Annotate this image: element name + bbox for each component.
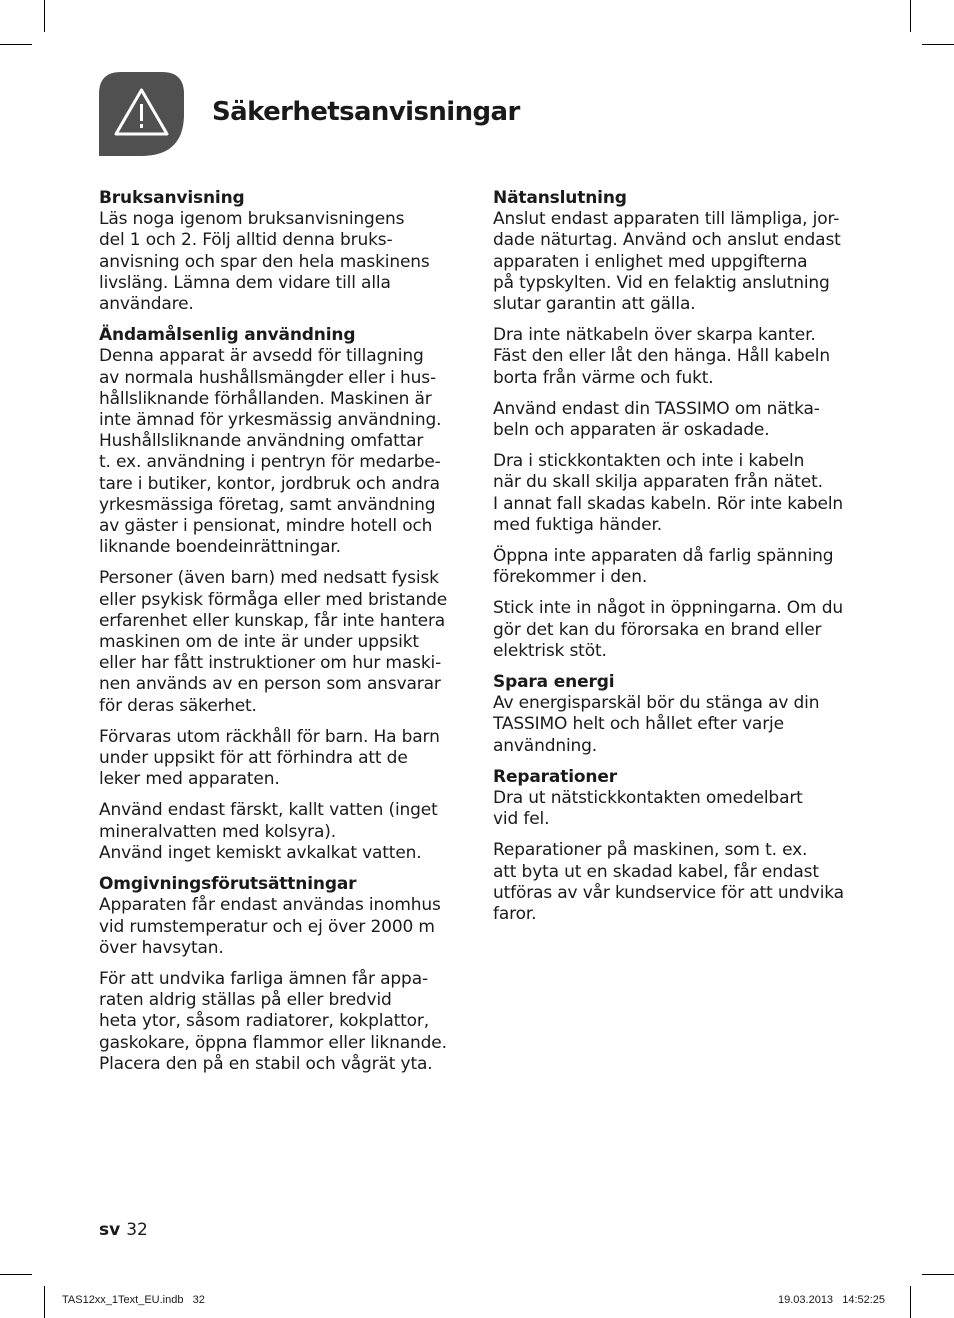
section-text: Stick inte in något in öppningarna. Om du gör det kan du förorsaka en brand eller elektrisk stöt. [493,598,843,661]
paragraph [99,800,465,864]
section-heading: Reparationer [493,766,617,787]
section-natanslutning [493,188,859,315]
crop-mark [922,44,954,45]
paragraph [493,399,859,441]
section-text: Dra inte nätkabeln över skarpa kanter. Fäst den eller låt den hänga. Håll kabeln borta från värme och fukt. [493,325,830,388]
paragraph [493,325,859,389]
crop-mark [0,1274,32,1275]
print-slug-file: TAS12xx_1Text_EU.indb 32 [62,1294,205,1306]
section-text: Anslut endast apparaten till lämpliga, jor- dade näturtag. Använd och anslut endast apparaten i enlighet med uppgifterna på typskylten. Vid en felaktig anslutning slutar garantin att gälla. [493,209,841,315]
paragraph [99,969,465,1075]
section-text: Reparationer på maskinen, som t. ex. att byta ut en skadad kabel, får endast utföras av vår kundservice för att undvika faror. [493,840,844,925]
section-omgivningsforutsattningar [99,874,465,959]
section-andamalsenlig-anvandning [99,325,465,558]
right-column [493,188,859,935]
crop-mark [910,1286,911,1318]
section-heading: Bruksanvisning [99,188,245,208]
section-text: Av energisparskäl bör du stänga av din TASSIMO helt och hållet efter varje användning. [493,693,820,756]
section-bruksanvisning [99,188,465,315]
crop-mark [44,0,45,32]
paragraph [99,568,465,716]
section-text: Dra i stickkontakten och inte i kabeln när du skall skilja apparaten från nätet. I annat fall skadas kabeln. Rör inte kabeln med fuktiga händer. [493,451,844,535]
section-spara-energi [493,672,859,757]
paragraph [493,451,859,536]
section-text: Denna apparat är avsedd för tillagning av normala hushållsmängder eller i hus- hållsliknande förhållanden. Maskinen är inte ämnad för yrkesmässig användning. Hushållsliknande användning omfattar t. ex. användning i pentryn för medarbe- tare i butiker, kontor, jordbruk och andra yrkesmässiga företag, samt användning av gäster i pensionat, mindre hotell och liknande boendeinrättningar. [99,346,442,558]
section-text: Dra ut nätstickkontakten omedelbart vid fel. [493,788,803,830]
paragraph [493,546,859,588]
section-text: Använd endast din TASSIMO om nätka- beln och apparaten är oskadade. [493,398,820,441]
page-footer [99,1220,148,1240]
warning-triangle-icon [99,72,184,156]
section-text: För att undvika farliga ämnen får appa- raten aldrig ställas på eller bredvid heta ytor, såsom radiatorer, kokplattor, gaskokare, öppna flammor eller liknande. Placera den på en stabil och vågrät yta. [99,968,447,1074]
paragraph [493,840,859,925]
crop-mark [0,44,32,45]
section-text: Använd endast färskt, kallt vatten (inget mineralvatten med kolsyra). Använd inget kemiskt avkalkat vatten. [99,800,438,863]
crop-mark [910,0,911,32]
page-title: Säkerhetsanvisningar [212,97,520,127]
paragraph [99,727,465,791]
section-heading: Spara energi [493,672,615,693]
print-slug-date: 19.03.2013 14:52:25 [778,1294,886,1306]
section-text: Förvaras utom räckhåll för barn. Ha barn under uppsikt för att förhindra att de leker med apparaten. [99,726,440,790]
section-heading: Omgivningsförutsättningar [99,874,357,895]
page-number: 32 [126,1220,148,1240]
section-heading: Nätanslutning [493,188,627,208]
language-code: sv [99,1220,121,1240]
paragraph [493,598,859,662]
section-heading: Ändamålsenlig användning [99,325,356,346]
section-reparationer [493,767,859,831]
section-text: Apparaten får endast användas inomhus vid rumstemperatur och ej över 2000 m över havsytan. [99,895,441,958]
crop-mark [922,1274,954,1275]
section-text: Läs noga igenom bruksanvisningens del 1 och 2. Följ alltid denna bruks- anvisning och spar den hela maskinens livsläng. Lämna dem vidare till alla användare. [99,209,430,315]
crop-mark [44,1286,45,1318]
section-text: Personer (även barn) med nedsatt fysisk eller psykisk förmåga eller med bristande erfarenhet eller kunskap, får inte hantera maskinen om de inte är under uppsikt eller har fått instruktioner om hur maski- nen används av en person som ansvarar för deras säkerhet. [99,568,448,716]
left-column [99,188,465,1085]
section-text: Öppna inte apparaten då farlig spänning förekommer i den. [493,546,834,588]
